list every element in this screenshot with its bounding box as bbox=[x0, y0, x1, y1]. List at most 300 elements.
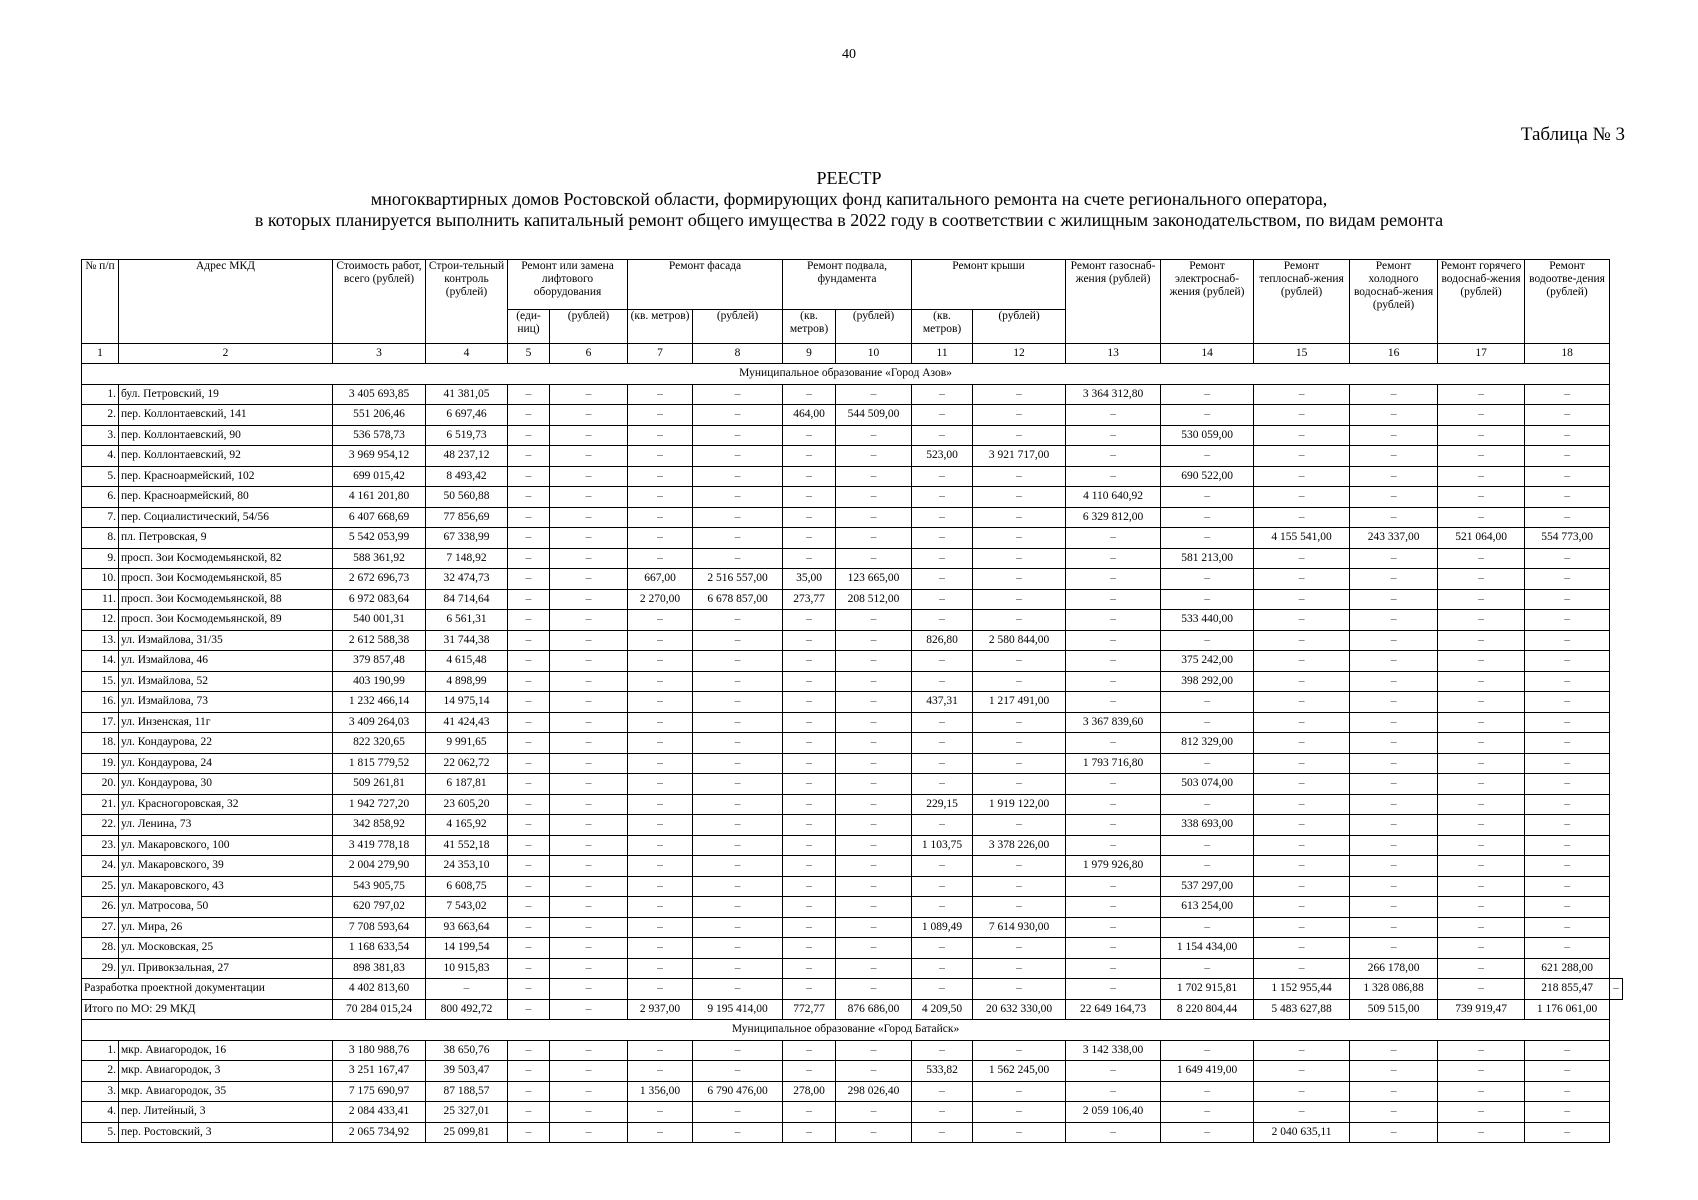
table-cell: – bbox=[550, 466, 628, 487]
table-cell: – bbox=[628, 897, 693, 918]
table-cell: – bbox=[973, 876, 1066, 897]
table-cell: – bbox=[1254, 507, 1350, 528]
table-cell: 3 367 839,60 bbox=[1066, 712, 1161, 733]
table-cell: – bbox=[1066, 630, 1161, 651]
table-cell: – bbox=[973, 815, 1066, 836]
table-cell: – bbox=[912, 979, 973, 1000]
table-cell: – bbox=[1254, 589, 1350, 610]
table-cell: – bbox=[1254, 1081, 1350, 1102]
table-cell: – bbox=[508, 425, 550, 446]
table-cell: – bbox=[628, 753, 693, 774]
table-cell: – bbox=[693, 753, 783, 774]
table-cell: 8 493,42 bbox=[426, 466, 508, 487]
column-number: 8 bbox=[693, 344, 783, 364]
table-cell: – bbox=[693, 1122, 783, 1143]
table-cell: – bbox=[550, 856, 628, 877]
table-cell: 298 026,40 bbox=[836, 1081, 912, 1102]
table-cell: – bbox=[973, 712, 1066, 733]
table-cell: – bbox=[836, 753, 912, 774]
table-cell: 25 327,01 bbox=[426, 1102, 508, 1123]
table-cell: – bbox=[1610, 979, 1623, 1000]
table-cell: – bbox=[1161, 856, 1254, 877]
table-cell: – bbox=[783, 1061, 836, 1082]
table-cell: – bbox=[550, 507, 628, 528]
column-number: 9 bbox=[783, 344, 836, 364]
table-cell: – bbox=[1438, 712, 1525, 733]
address-cell: просп. Зои Космодемьянской, 82 bbox=[119, 548, 333, 569]
table-cell: – bbox=[628, 487, 693, 508]
table-cell: 9 991,65 bbox=[426, 733, 508, 754]
table-cell: – bbox=[912, 651, 973, 672]
table-cell: – bbox=[1254, 671, 1350, 692]
table-cell: – bbox=[550, 384, 628, 405]
table-cell: – bbox=[783, 753, 836, 774]
section-header-row bbox=[82, 1020, 1623, 1041]
table-cell: 7 175 690,97 bbox=[333, 1081, 426, 1102]
address-cell: ул. Измайлова, 31/35 bbox=[119, 630, 333, 651]
table-cell: – bbox=[628, 630, 693, 651]
table-cell: – bbox=[1350, 1061, 1438, 1082]
table-cell: 620 797,02 bbox=[333, 897, 426, 918]
table-cell: – bbox=[550, 1122, 628, 1143]
table-cell: 25 099,81 bbox=[426, 1122, 508, 1143]
table-cell: – bbox=[973, 1122, 1066, 1143]
header-address: Адрес МКД bbox=[119, 260, 333, 344]
table-cell: – bbox=[508, 487, 550, 508]
table-cell: – bbox=[693, 692, 783, 713]
table-cell: 22 649 164,73 bbox=[1066, 999, 1161, 1020]
table-cell: – bbox=[550, 630, 628, 651]
address-cell: пер. Социалистический, 54/56 bbox=[119, 507, 333, 528]
table-cell: – bbox=[1438, 774, 1525, 795]
table-cell: 6 972 083,64 bbox=[333, 589, 426, 610]
table-cell: – bbox=[836, 979, 912, 1000]
table-cell: – bbox=[550, 569, 628, 590]
table-cell: – bbox=[693, 712, 783, 733]
table-cell: – bbox=[693, 938, 783, 959]
table-cell: – bbox=[783, 1122, 836, 1143]
table-cell: – bbox=[1066, 733, 1161, 754]
table-cell: – bbox=[508, 938, 550, 959]
table-cell: – bbox=[1350, 835, 1438, 856]
table-cell: – bbox=[783, 528, 836, 549]
table-cell: – bbox=[508, 774, 550, 795]
table-cell: – bbox=[783, 487, 836, 508]
table-cell: – bbox=[628, 733, 693, 754]
table-cell: – bbox=[693, 466, 783, 487]
table-cell: – bbox=[783, 692, 836, 713]
column-number: 18 bbox=[1525, 344, 1610, 364]
table-cell: – bbox=[1254, 856, 1350, 877]
section-title: Муниципальное образование «Город Батайск» bbox=[82, 1020, 1610, 1041]
table-cell: – bbox=[836, 630, 912, 651]
address-cell: пер. Красноармейский, 80 bbox=[119, 487, 333, 508]
table-cell: – bbox=[628, 712, 693, 733]
table-row bbox=[82, 794, 1623, 815]
table-cell: – bbox=[1438, 446, 1525, 467]
table-cell: – bbox=[1438, 671, 1525, 692]
table-cell: 540 001,31 bbox=[333, 610, 426, 631]
table-cell: – bbox=[1066, 466, 1161, 487]
table-cell: 621 288,00 bbox=[1525, 958, 1610, 979]
table-row bbox=[82, 753, 1623, 774]
table-cell: – bbox=[550, 999, 628, 1020]
table-row bbox=[82, 466, 1623, 487]
row-number: 7. bbox=[82, 507, 119, 528]
table-label: Таблица № 3 bbox=[1520, 124, 1625, 145]
table-cell: – bbox=[1066, 1061, 1161, 1082]
header-facade: Ремонт фасада bbox=[628, 260, 783, 310]
table-cell: – bbox=[912, 507, 973, 528]
table-cell: – bbox=[1350, 671, 1438, 692]
table-cell: – bbox=[628, 835, 693, 856]
table-cell: 229,15 bbox=[912, 794, 973, 815]
table-cell: – bbox=[628, 466, 693, 487]
header-lift-rub: (рублей) bbox=[550, 310, 628, 344]
address-cell: ул. Измайлова, 46 bbox=[119, 651, 333, 672]
table-cell: 1 649 419,00 bbox=[1161, 1061, 1254, 1082]
table-cell: – bbox=[550, 938, 628, 959]
table-cell: 551 206,46 bbox=[333, 405, 426, 426]
table-cell: – bbox=[628, 815, 693, 836]
table-cell: 3 409 264,03 bbox=[333, 712, 426, 733]
summary-label: Разработка проектной документации bbox=[82, 979, 333, 1000]
table-cell: – bbox=[628, 692, 693, 713]
table-cell: – bbox=[1438, 466, 1525, 487]
table-cell: – bbox=[628, 938, 693, 959]
table-cell: – bbox=[693, 733, 783, 754]
table-cell: – bbox=[508, 405, 550, 426]
table-cell: – bbox=[1254, 917, 1350, 938]
table-cell: – bbox=[1350, 630, 1438, 651]
table-cell: 1 152 955,44 bbox=[1254, 979, 1350, 1000]
table-cell: 2 084 433,41 bbox=[333, 1102, 426, 1123]
table-cell: – bbox=[1254, 1102, 1350, 1123]
table-cell: 537 297,00 bbox=[1161, 876, 1254, 897]
table-cell: – bbox=[1438, 1102, 1525, 1123]
table-cell: – bbox=[1254, 815, 1350, 836]
table-cell: – bbox=[1066, 671, 1161, 692]
table-cell: – bbox=[973, 569, 1066, 590]
table-cell: – bbox=[550, 958, 628, 979]
table-cell: – bbox=[550, 487, 628, 508]
address-cell: бул. Петровский, 19 bbox=[119, 384, 333, 405]
table-cell: 544 509,00 bbox=[836, 405, 912, 426]
table-cell: 48 237,12 bbox=[426, 446, 508, 467]
address-cell: пер. Коллонтаевский, 90 bbox=[119, 425, 333, 446]
table-cell: – bbox=[973, 1081, 1066, 1102]
table-cell: 812 329,00 bbox=[1161, 733, 1254, 754]
table-cell: – bbox=[693, 671, 783, 692]
table-cell: 1 168 633,54 bbox=[333, 938, 426, 959]
table-cell: 403 190,99 bbox=[333, 671, 426, 692]
table-cell: 1 103,75 bbox=[912, 835, 973, 856]
table-cell: – bbox=[628, 528, 693, 549]
table-cell: – bbox=[1438, 630, 1525, 651]
table-cell: – bbox=[508, 569, 550, 590]
table-cell: – bbox=[1525, 1040, 1610, 1061]
header-lift-units: (еди-ниц) bbox=[508, 310, 550, 344]
table-cell: – bbox=[628, 794, 693, 815]
table-cell: – bbox=[1350, 938, 1438, 959]
table-cell: – bbox=[1254, 958, 1350, 979]
table-cell: 4 615,48 bbox=[426, 651, 508, 672]
column-number: 16 bbox=[1350, 344, 1438, 364]
table-cell: – bbox=[1254, 774, 1350, 795]
table-cell: 9 195 414,00 bbox=[693, 999, 783, 1020]
table-row bbox=[82, 712, 1623, 733]
table-cell: 2 516 557,00 bbox=[693, 569, 783, 590]
table-cell: – bbox=[783, 958, 836, 979]
title-line-3: в которых планируется выполнить капитальный ремонт общего имущества в 2022 году в соответствии с жилищным законодательством, по видам ремонта bbox=[254, 210, 1444, 230]
table-cell: – bbox=[1254, 1061, 1350, 1082]
table-cell: 35,00 bbox=[783, 569, 836, 590]
row-number: 22. bbox=[82, 815, 119, 836]
table-cell: 4 165,92 bbox=[426, 815, 508, 836]
table-cell: – bbox=[1350, 589, 1438, 610]
table-cell: – bbox=[693, 897, 783, 918]
table-row bbox=[82, 446, 1623, 467]
table-cell: – bbox=[783, 610, 836, 631]
table-cell: – bbox=[550, 979, 628, 1000]
table-body bbox=[82, 364, 1623, 1143]
table-cell: – bbox=[912, 384, 973, 405]
table-cell: 10 915,83 bbox=[426, 958, 508, 979]
table-cell: – bbox=[783, 897, 836, 918]
table-cell: – bbox=[912, 897, 973, 918]
table-cell: – bbox=[508, 876, 550, 897]
table-cell: 6 519,73 bbox=[426, 425, 508, 446]
table-cell: – bbox=[693, 1102, 783, 1123]
table-row bbox=[82, 1102, 1623, 1123]
row-number: 5. bbox=[82, 1122, 119, 1143]
table-cell: – bbox=[783, 548, 836, 569]
table-cell: – bbox=[1254, 405, 1350, 426]
table-cell: – bbox=[508, 651, 550, 672]
table-cell: – bbox=[508, 630, 550, 651]
table-cell: – bbox=[912, 753, 973, 774]
table-cell: 536 578,73 bbox=[333, 425, 426, 446]
table-cell: 4 155 541,00 bbox=[1254, 528, 1350, 549]
table-cell: – bbox=[1254, 753, 1350, 774]
table-row bbox=[82, 569, 1623, 590]
table-cell: – bbox=[912, 405, 973, 426]
table-cell: – bbox=[550, 425, 628, 446]
table-cell: – bbox=[783, 733, 836, 754]
table-cell: – bbox=[508, 1040, 550, 1061]
table-cell: – bbox=[1066, 548, 1161, 569]
table-cell: 509 515,00 bbox=[1350, 999, 1438, 1020]
table-row bbox=[82, 856, 1623, 877]
table-cell: 543 905,75 bbox=[333, 876, 426, 897]
table-cell: 1 702 915,81 bbox=[1161, 979, 1254, 1000]
header-no: № п/п bbox=[82, 260, 119, 344]
table-cell: – bbox=[550, 446, 628, 467]
address-cell: мкр. Авиагородок, 16 bbox=[119, 1040, 333, 1061]
row-number: 4. bbox=[82, 1102, 119, 1123]
table-cell: – bbox=[1350, 897, 1438, 918]
table-row bbox=[82, 487, 1623, 508]
table-cell: 2 672 696,73 bbox=[333, 569, 426, 590]
table-cell: – bbox=[1438, 425, 1525, 446]
table-cell: – bbox=[912, 733, 973, 754]
table-cell: – bbox=[836, 1040, 912, 1061]
table-cell: – bbox=[912, 589, 973, 610]
table-cell: – bbox=[508, 835, 550, 856]
table-cell: – bbox=[1438, 938, 1525, 959]
table-cell: 437,31 bbox=[912, 692, 973, 713]
table-cell: – bbox=[693, 835, 783, 856]
table-cell: 822 320,65 bbox=[333, 733, 426, 754]
table-cell: – bbox=[508, 528, 550, 549]
table-cell: – bbox=[1254, 876, 1350, 897]
column-number: 1 bbox=[82, 344, 119, 364]
table-cell: – bbox=[508, 856, 550, 877]
table-row bbox=[82, 1122, 1623, 1143]
table-cell: – bbox=[1161, 1081, 1254, 1102]
table-cell: 521 064,00 bbox=[1438, 528, 1525, 549]
address-cell: ул. Кондаурова, 24 bbox=[119, 753, 333, 774]
table-cell: – bbox=[1066, 917, 1161, 938]
table-cell: 8 220 804,44 bbox=[1161, 999, 1254, 1020]
table-cell: – bbox=[912, 774, 973, 795]
table-cell: – bbox=[1438, 589, 1525, 610]
table-cell: 1 217 491,00 bbox=[973, 692, 1066, 713]
address-cell: пер. Коллонтаевский, 141 bbox=[119, 405, 333, 426]
table-cell: – bbox=[1438, 897, 1525, 918]
table-cell: – bbox=[1438, 794, 1525, 815]
table-cell: – bbox=[783, 507, 836, 528]
table-cell: – bbox=[783, 815, 836, 836]
table-cell: – bbox=[550, 1061, 628, 1082]
header-roof-sqm: (кв. метров) bbox=[912, 310, 973, 344]
table-cell: – bbox=[1254, 610, 1350, 631]
table-cell: – bbox=[1350, 794, 1438, 815]
table-cell: 4 161 201,80 bbox=[333, 487, 426, 508]
row-number: 15. bbox=[82, 671, 119, 692]
table-cell: – bbox=[836, 774, 912, 795]
table-cell: 123 665,00 bbox=[836, 569, 912, 590]
table-cell: – bbox=[836, 548, 912, 569]
table-cell: – bbox=[1350, 856, 1438, 877]
address-cell: ул. Измайлова, 73 bbox=[119, 692, 333, 713]
table-cell: 3 180 988,76 bbox=[333, 1040, 426, 1061]
table-cell: – bbox=[693, 815, 783, 836]
table-row bbox=[82, 876, 1623, 897]
table-cell: 77 856,69 bbox=[426, 507, 508, 528]
table-cell: 14 975,14 bbox=[426, 692, 508, 713]
table-cell: 3 142 338,00 bbox=[1066, 1040, 1161, 1061]
table-cell: 243 337,00 bbox=[1350, 528, 1438, 549]
table-cell: – bbox=[1066, 651, 1161, 672]
address-cell: просп. Зои Космодемьянской, 85 bbox=[119, 569, 333, 590]
row-number: 21. bbox=[82, 794, 119, 815]
table-cell: – bbox=[1438, 692, 1525, 713]
table-cell: 41 424,43 bbox=[426, 712, 508, 733]
table-cell: – bbox=[836, 384, 912, 405]
table-cell: – bbox=[1254, 692, 1350, 713]
table-cell: 14 199,54 bbox=[426, 938, 508, 959]
table-cell: 67 338,99 bbox=[426, 528, 508, 549]
table-cell: 4 209,50 bbox=[912, 999, 973, 1020]
table-cell: – bbox=[550, 1040, 628, 1061]
table-cell: – bbox=[550, 917, 628, 938]
table-cell: – bbox=[508, 384, 550, 405]
table-cell: 898 381,83 bbox=[333, 958, 426, 979]
address-cell: ул. Московская, 25 bbox=[119, 938, 333, 959]
table-cell: – bbox=[693, 917, 783, 938]
table-cell: 2 040 635,11 bbox=[1254, 1122, 1350, 1143]
table-cell: – bbox=[1438, 856, 1525, 877]
table-cell: – bbox=[508, 979, 550, 1000]
table-cell: 1 979 926,80 bbox=[1066, 856, 1161, 877]
table-cell: – bbox=[783, 917, 836, 938]
table-cell: 1 942 727,20 bbox=[333, 794, 426, 815]
table-cell: – bbox=[508, 999, 550, 1020]
table-cell: – bbox=[550, 528, 628, 549]
row-number: 13. bbox=[82, 630, 119, 651]
table-row bbox=[82, 384, 1623, 405]
header-gas: Ремонт газоснаб-жения (рублей) bbox=[1066, 260, 1161, 344]
table-cell: – bbox=[836, 856, 912, 877]
table-cell: 1 815 779,52 bbox=[333, 753, 426, 774]
table-cell: – bbox=[508, 753, 550, 774]
table-cell: – bbox=[973, 938, 1066, 959]
row-number: 20. bbox=[82, 774, 119, 795]
table-cell: 2 612 588,38 bbox=[333, 630, 426, 651]
table-cell: – bbox=[1066, 815, 1161, 836]
table-cell: – bbox=[693, 774, 783, 795]
table-cell: – bbox=[1438, 384, 1525, 405]
table-row bbox=[82, 651, 1623, 672]
table-cell: – bbox=[508, 446, 550, 467]
table-cell: – bbox=[508, 692, 550, 713]
row-number: 25. bbox=[82, 876, 119, 897]
table-cell: – bbox=[1066, 876, 1161, 897]
table-cell: – bbox=[783, 876, 836, 897]
table-cell: – bbox=[1350, 405, 1438, 426]
table-cell: – bbox=[1161, 589, 1254, 610]
table-cell: – bbox=[1525, 753, 1610, 774]
table-cell: – bbox=[1161, 753, 1254, 774]
table-cell: – bbox=[1350, 692, 1438, 713]
table-cell: – bbox=[693, 1040, 783, 1061]
table-cell: 41 552,18 bbox=[426, 835, 508, 856]
row-number: 26. bbox=[82, 897, 119, 918]
table-cell: – bbox=[1525, 733, 1610, 754]
table-cell: 533 440,00 bbox=[1161, 610, 1254, 631]
table-cell: – bbox=[1525, 712, 1610, 733]
table-cell: 6 187,81 bbox=[426, 774, 508, 795]
table-cell: 2 580 844,00 bbox=[973, 630, 1066, 651]
row-number: 29. bbox=[82, 958, 119, 979]
table-cell: – bbox=[1350, 425, 1438, 446]
table-cell: – bbox=[693, 1061, 783, 1082]
table-cell: – bbox=[628, 548, 693, 569]
section-title: Муниципальное образование «Город Азов» bbox=[82, 364, 1610, 385]
table-cell: – bbox=[550, 712, 628, 733]
table-cell: 772,77 bbox=[783, 999, 836, 1020]
table-cell: – bbox=[1350, 569, 1438, 590]
table-cell: 41 381,05 bbox=[426, 384, 508, 405]
table-cell: 3 378 226,00 bbox=[973, 835, 1066, 856]
table-cell: – bbox=[508, 1061, 550, 1082]
table-cell: – bbox=[973, 507, 1066, 528]
table-cell: – bbox=[550, 589, 628, 610]
table-cell: – bbox=[1350, 487, 1438, 508]
header-roof-rub: (рублей) bbox=[973, 310, 1066, 344]
column-number: 15 bbox=[1254, 344, 1350, 364]
